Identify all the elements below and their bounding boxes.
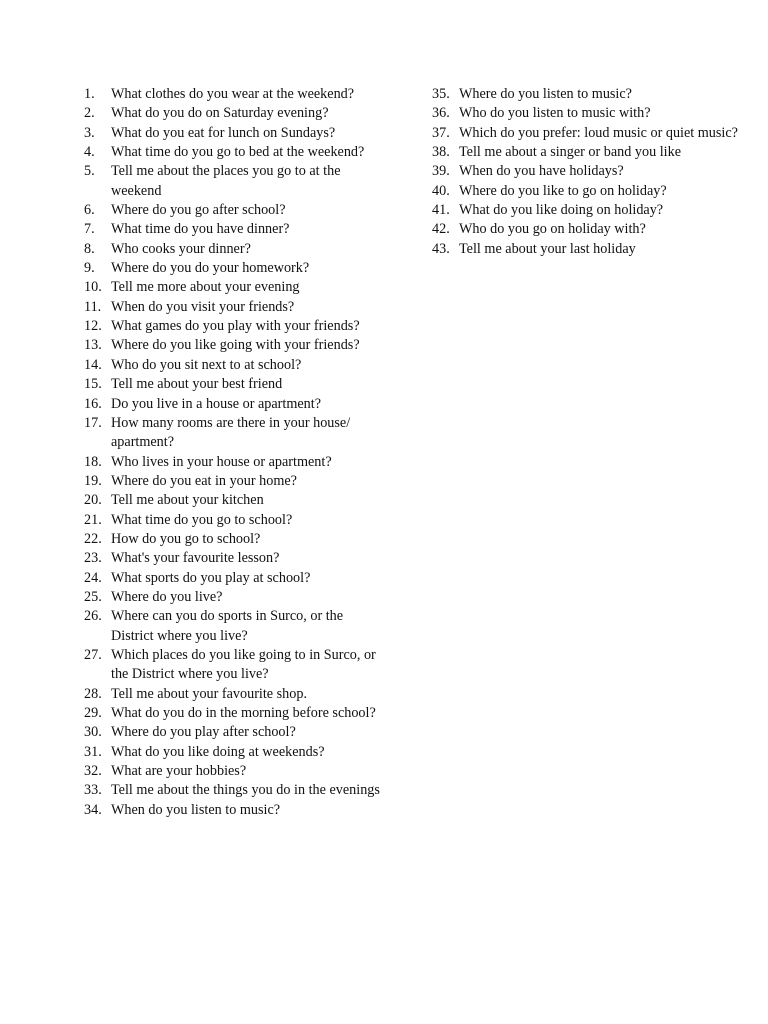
question-item	[84, 511, 384, 530]
question-number: 14.	[84, 356, 102, 373]
question-number: 18.	[84, 453, 102, 470]
question-text: Which do you prefer: loud music or quiet music?	[459, 124, 738, 141]
question-number: 27.	[84, 646, 102, 663]
question-text: Tell me about your best friend	[111, 376, 283, 393]
question-text: When do you listen to music?	[111, 801, 281, 818]
question-text: When do you have holidays?	[459, 163, 624, 180]
question-number: 28.	[84, 685, 102, 702]
question-text: When do you visit your friends?	[111, 298, 295, 315]
question-number: 38.	[432, 144, 450, 161]
question-text: What are your hobbies?	[111, 763, 247, 780]
question-number: 25.	[84, 588, 102, 605]
question-number: 34.	[84, 801, 102, 818]
question-item	[84, 472, 384, 491]
question-number: 19.	[84, 472, 102, 489]
question-text: Tell me about the places you go to at the weekend	[111, 163, 341, 199]
question-text: Which places do you like going to in Surco, or the District where you live?	[111, 646, 376, 683]
question-item	[84, 336, 384, 355]
question-item	[84, 685, 384, 704]
question-number: 1.	[84, 86, 95, 102]
question-item	[84, 491, 384, 510]
question-item	[432, 104, 742, 123]
question-text: What do you like doing at weekends?	[111, 743, 325, 760]
question-number: 16.	[84, 395, 102, 412]
question-item	[432, 85, 742, 104]
question-item	[84, 569, 384, 588]
question-text: Tell me more about your evening	[111, 279, 300, 296]
question-number: 26.	[84, 608, 102, 625]
question-text: How do you go to school?	[111, 530, 261, 547]
question-text: What time do you go to bed at the weekend?	[111, 144, 365, 161]
question-item	[84, 801, 384, 820]
question-item	[84, 395, 384, 414]
question-item	[84, 317, 384, 336]
question-text: What do you like doing on holiday?	[459, 202, 664, 219]
question-item	[84, 453, 384, 472]
question-number: 8.	[84, 240, 95, 257]
question-number: 43.	[432, 240, 450, 257]
question-item	[84, 549, 384, 568]
question-text: Where do you do your homework?	[111, 260, 310, 277]
question-item	[84, 607, 384, 646]
question-text: Do you live in a house or apartment?	[111, 395, 321, 412]
question-text: Where do you like going with your friends?	[111, 337, 360, 354]
question-item	[84, 356, 384, 375]
question-text: Who do you sit next to at school?	[111, 356, 302, 373]
question-number: 11.	[84, 298, 102, 315]
question-text: Who cooks your dinner?	[111, 240, 251, 257]
question-item	[432, 162, 742, 181]
question-text: What clothes do you wear at the weekend?	[111, 86, 355, 102]
question-item	[84, 124, 384, 143]
question-number: 35.	[432, 86, 450, 102]
question-text: Tell me about your last holiday	[459, 240, 636, 257]
question-text: Where do you listen to music?	[459, 86, 632, 102]
question-text: Where do you eat in your home?	[111, 472, 297, 489]
question-item	[84, 85, 384, 104]
question-text: Tell me about your favourite shop.	[111, 685, 308, 702]
question-item	[84, 743, 384, 762]
question-item	[432, 220, 742, 239]
question-item	[84, 143, 384, 162]
question-item	[432, 143, 742, 162]
question-text: What's your favourite lesson?	[111, 550, 280, 567]
question-number: 42.	[432, 221, 450, 238]
question-number: 40.	[432, 182, 450, 199]
question-list-left	[84, 85, 384, 820]
question-text: Where do you go after school?	[111, 202, 286, 219]
question-text: Who do you listen to music with?	[459, 105, 651, 122]
question-text: Who lives in your house or apartment?	[111, 453, 332, 470]
question-item	[84, 762, 384, 781]
question-item	[84, 104, 384, 123]
question-number: 17.	[84, 414, 102, 431]
question-item	[84, 646, 384, 685]
question-item	[84, 588, 384, 607]
question-text: What time do you go to school?	[111, 511, 293, 528]
question-item	[84, 162, 384, 201]
question-text: What time do you have dinner?	[111, 221, 290, 238]
question-number: 36.	[432, 105, 450, 122]
question-text: Who do you go on holiday with?	[459, 221, 646, 238]
question-number: 10.	[84, 279, 102, 296]
question-text: What do you do in the morning before school?	[111, 705, 376, 721]
question-text: Where can you do sports in Surco, or the District where you live?	[111, 608, 344, 644]
question-item	[84, 375, 384, 394]
question-number: 21.	[84, 511, 102, 528]
question-number: 2.	[84, 105, 95, 122]
question-text: Tell me about a singer or band you like	[459, 144, 682, 161]
question-item	[432, 240, 742, 259]
question-number: 12.	[84, 318, 102, 335]
question-item	[84, 259, 384, 278]
question-item	[84, 704, 384, 723]
question-item	[84, 220, 384, 239]
question-item	[432, 201, 742, 220]
question-number: 30.	[84, 724, 102, 741]
question-text: Tell me about the things you do in the evenings	[111, 782, 380, 799]
question-item	[84, 781, 384, 800]
question-text: What games do you play with your friends?	[111, 318, 360, 335]
question-text: Where do you live?	[111, 588, 223, 605]
question-item	[84, 414, 384, 453]
question-item	[84, 240, 384, 259]
question-number: 39.	[432, 163, 450, 180]
question-item	[432, 124, 742, 143]
question-item	[84, 298, 384, 317]
question-text: What sports do you play at school?	[111, 569, 311, 586]
question-number: 7.	[84, 221, 95, 238]
question-item	[84, 723, 384, 742]
question-number: 5.	[84, 163, 95, 180]
question-text: Where do you like to go on holiday?	[459, 182, 667, 199]
question-number: 37.	[432, 124, 450, 141]
question-list-right	[432, 85, 742, 259]
question-text: What do you eat for lunch on Sundays?	[111, 124, 336, 141]
question-number: 9.	[84, 260, 95, 277]
question-number: 3.	[84, 124, 95, 141]
question-number: 4.	[84, 144, 95, 161]
question-item	[84, 278, 384, 297]
question-number: 33.	[84, 782, 102, 799]
question-item	[84, 530, 384, 549]
question-number: 29.	[84, 705, 102, 721]
question-number: 23.	[84, 550, 102, 567]
question-number: 20.	[84, 492, 102, 509]
question-number: 31.	[84, 743, 102, 760]
question-number: 41.	[432, 202, 450, 219]
question-number: 32.	[84, 763, 102, 780]
question-item	[432, 182, 742, 201]
question-number: 22.	[84, 530, 102, 547]
question-text: How many rooms are there in your house/ apartment?	[111, 414, 351, 451]
question-number: 15.	[84, 376, 102, 393]
question-number: 6.	[84, 202, 95, 219]
question-number: 24.	[84, 569, 102, 586]
question-text: What do you do on Saturday evening?	[111, 105, 329, 122]
question-text: Tell me about your kitchen	[111, 492, 264, 509]
question-number: 13.	[84, 337, 102, 354]
question-item	[84, 201, 384, 220]
question-text: Where do you play after school?	[111, 724, 296, 741]
